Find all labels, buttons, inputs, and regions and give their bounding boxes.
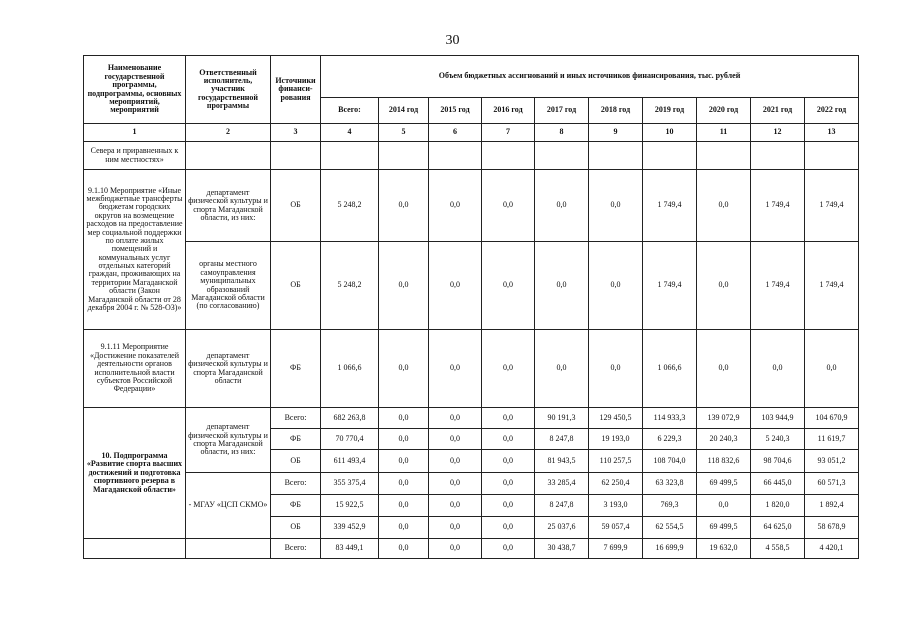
value-cell: 4 420,1 (805, 539, 859, 559)
column-number: 13 (805, 124, 859, 142)
value-cell: 59 057,4 (589, 517, 643, 539)
source-cell: ФБ (271, 429, 321, 450)
column-number: 10 (643, 124, 697, 142)
table-row (84, 330, 859, 408)
value-cell: 1 066,6 (321, 330, 379, 408)
executor-cell: департамент физической культуры и спорта Магаданской области (186, 330, 271, 408)
value-cell: 0,0 (751, 330, 805, 408)
value-cell: 0,0 (482, 450, 535, 473)
value-cell: 0,0 (805, 330, 859, 408)
column-number: 9 (589, 124, 643, 142)
value-cell: 0,0 (482, 170, 535, 242)
continuation-name: Севера и приравненных к ним местностях» (84, 142, 186, 170)
source-cell: ФБ (271, 495, 321, 517)
value-cell: 0,0 (379, 408, 429, 429)
value-cell: 1 749,4 (805, 170, 859, 242)
value-cell: 0,0 (482, 539, 535, 559)
value-cell: 0,0 (429, 495, 482, 517)
executor-cell: - МГАУ «ЦСП СКМО» (186, 473, 271, 539)
value-cell: 15 922,5 (321, 495, 379, 517)
value-cell: 0,0 (482, 242, 535, 330)
header-year: 2019 год (643, 98, 697, 124)
source-cell: ОБ (271, 242, 321, 330)
value-cell: 7 699,9 (589, 539, 643, 559)
value-cell: 0,0 (429, 450, 482, 473)
value-cell: 0,0 (379, 330, 429, 408)
header-executor: Ответственный исполнитель, участник государственной программы (186, 56, 271, 124)
value-cell: 11 619,7 (805, 429, 859, 450)
value-cell: 0,0 (379, 495, 429, 517)
value-cell: 0,0 (429, 539, 482, 559)
column-number: 5 (379, 124, 429, 142)
value-cell: 83 449,1 (321, 539, 379, 559)
value-cell: 103 944,9 (751, 408, 805, 429)
value-cell: 98 704,6 (751, 450, 805, 473)
column-number: 12 (751, 124, 805, 142)
header-name: Наименование государственной программы, подпрограммы, основных мероприятий, мероприятий (84, 56, 186, 124)
header-year: 2014 год (379, 98, 429, 124)
value-cell: 1 749,4 (643, 242, 697, 330)
value-cell: 355 375,4 (321, 473, 379, 495)
value-cell: 0,0 (535, 330, 589, 408)
source-cell: ФБ (271, 330, 321, 408)
source-cell: Всего: (271, 539, 321, 559)
value-cell: 19 193,0 (589, 429, 643, 450)
value-cell: 3 193,0 (589, 495, 643, 517)
value-cell: 8 247,8 (535, 429, 589, 450)
page-number: 30 (445, 33, 460, 48)
table-row (84, 539, 859, 559)
executor-cell: департамент физической культуры и спорта Магаданской области, из них: (186, 408, 271, 473)
source-cell: ОБ (271, 450, 321, 473)
value-cell: 1 892,4 (805, 495, 859, 517)
value-cell: 0,0 (379, 429, 429, 450)
table-row (84, 473, 859, 495)
value-cell: 0,0 (429, 473, 482, 495)
header-source: Источники финанси-рования (271, 56, 321, 124)
value-cell: 64 625,0 (751, 517, 805, 539)
value-cell: 20 240,3 (697, 429, 751, 450)
executor-cell: органы местного самоуправления муниципальных образований Магаданской области (по согласованию) (186, 242, 271, 330)
value-cell: 19 632,0 (697, 539, 751, 559)
value-cell: 0,0 (535, 170, 589, 242)
value-cell: 0,0 (482, 495, 535, 517)
column-number: 8 (535, 124, 589, 142)
value-cell: 0,0 (697, 170, 751, 242)
value-cell: 1 749,4 (805, 242, 859, 330)
value-cell: 66 445,0 (751, 473, 805, 495)
value-cell: 5 248,2 (321, 242, 379, 330)
value-cell: 0,0 (697, 242, 751, 330)
value-cell: 769,3 (643, 495, 697, 517)
value-cell: 129 450,5 (589, 408, 643, 429)
source-cell: ОБ (271, 517, 321, 539)
value-cell: 93 051,2 (805, 450, 859, 473)
column-number: 6 (429, 124, 482, 142)
value-cell: 0,0 (482, 330, 535, 408)
value-cell: 1 749,4 (751, 242, 805, 330)
value-cell: 118 832,6 (697, 450, 751, 473)
value-cell: 4 558,5 (751, 539, 805, 559)
value-cell: 1 749,4 (751, 170, 805, 242)
value-cell: 30 438,7 (535, 539, 589, 559)
value-cell: 69 499,5 (697, 473, 751, 495)
value-cell: 0,0 (379, 170, 429, 242)
value-cell: 0,0 (589, 170, 643, 242)
measure-9-1-11-name: 9.1.11 Мероприятие «Достижение показателей деятельности органов исполнительной власти субъектов Российской Федерации» (84, 330, 186, 408)
header-year: 2021 год (751, 98, 805, 124)
measure-9-1-10-name: 9.1.10 Мероприятие «Иные межбюджетные трансферты бюджетам городских округов на возмещение расходов на предоставление мер социальной поддержки по оплате жилых помещений и коммунальных услуг отдельных категорий граждан, проживающих на территории Магаданской области (Закон Магаданской области от 28 декабря 2004 г. № 528-ОЗ)» (84, 170, 186, 330)
value-cell: 62 250,4 (589, 473, 643, 495)
header-year: 2022 год (805, 98, 859, 124)
value-cell: 6 229,3 (643, 429, 697, 450)
value-cell: 0,0 (535, 242, 589, 330)
value-cell: 0,0 (482, 408, 535, 429)
value-cell: 0,0 (589, 242, 643, 330)
value-cell: 0,0 (429, 408, 482, 429)
value-cell: 0,0 (429, 242, 482, 330)
value-cell: 0,0 (482, 517, 535, 539)
value-cell: 0,0 (429, 517, 482, 539)
header-year: 2016 год (482, 98, 535, 124)
value-cell: 0,0 (379, 517, 429, 539)
value-cell: 0,0 (697, 495, 751, 517)
value-cell: 0,0 (379, 539, 429, 559)
value-cell: 0,0 (429, 330, 482, 408)
value-cell: 1 066,6 (643, 330, 697, 408)
value-cell: 682 263,8 (321, 408, 379, 429)
value-cell: 58 678,9 (805, 517, 859, 539)
value-cell: 104 670,9 (805, 408, 859, 429)
value-cell: 81 943,5 (535, 450, 589, 473)
value-cell: 611 493,4 (321, 450, 379, 473)
value-cell: 108 704,0 (643, 450, 697, 473)
column-number: 7 (482, 124, 535, 142)
header-year: 2017 год (535, 98, 589, 124)
header-total: Всего: (321, 98, 379, 124)
column-number-row (84, 124, 859, 142)
column-number: 1 (84, 124, 186, 142)
value-cell: 0,0 (429, 170, 482, 242)
value-cell: 0,0 (697, 330, 751, 408)
column-number: 3 (271, 124, 321, 142)
continuation-row (84, 142, 859, 170)
value-cell: 16 699,9 (643, 539, 697, 559)
value-cell: 5 248,2 (321, 170, 379, 242)
header-year: 2018 год (589, 98, 643, 124)
header-year: 2020 год (697, 98, 751, 124)
table-row (84, 242, 859, 330)
value-cell: 0,0 (379, 473, 429, 495)
value-cell: 139 072,9 (697, 408, 751, 429)
value-cell: 90 191,3 (535, 408, 589, 429)
source-cell: ОБ (271, 170, 321, 242)
table-row (84, 408, 859, 429)
column-number: 11 (697, 124, 751, 142)
value-cell: 25 037,6 (535, 517, 589, 539)
table-row (84, 170, 859, 242)
value-cell: 0,0 (379, 242, 429, 330)
source-cell: Всего: (271, 473, 321, 495)
value-cell: 69 499,5 (697, 517, 751, 539)
value-cell: 110 257,5 (589, 450, 643, 473)
value-cell: 70 770,4 (321, 429, 379, 450)
value-cell: 62 554,5 (643, 517, 697, 539)
value-cell: 0,0 (589, 330, 643, 408)
column-number: 4 (321, 124, 379, 142)
value-cell: 0,0 (482, 473, 535, 495)
value-cell: 60 571,3 (805, 473, 859, 495)
value-cell: 0,0 (429, 429, 482, 450)
value-cell: 5 240,3 (751, 429, 805, 450)
value-cell: 0,0 (379, 450, 429, 473)
column-number: 2 (186, 124, 271, 142)
value-cell: 1 820,0 (751, 495, 805, 517)
value-cell: 0,0 (482, 429, 535, 450)
source-cell: Всего: (271, 408, 321, 429)
header-year: 2015 год (429, 98, 482, 124)
executor-cell: департамент физической культуры и спорта Магаданской области, из них: (186, 170, 271, 242)
value-cell: 8 247,8 (535, 495, 589, 517)
value-cell: 1 749,4 (643, 170, 697, 242)
value-cell: 33 285,4 (535, 473, 589, 495)
value-cell: 63 323,8 (643, 473, 697, 495)
subprogram-10-name: 10. Подпрограмма «Развитие спорта высших достижений и подготовка спортивного резерва в Магаданской области» (84, 408, 186, 539)
budget-table (83, 55, 859, 559)
value-cell: 114 933,3 (643, 408, 697, 429)
value-cell: 339 452,9 (321, 517, 379, 539)
header-budget-group: Объем бюджетных ассигнований и иных источников финансирования, тыс. рублей (321, 56, 859, 98)
